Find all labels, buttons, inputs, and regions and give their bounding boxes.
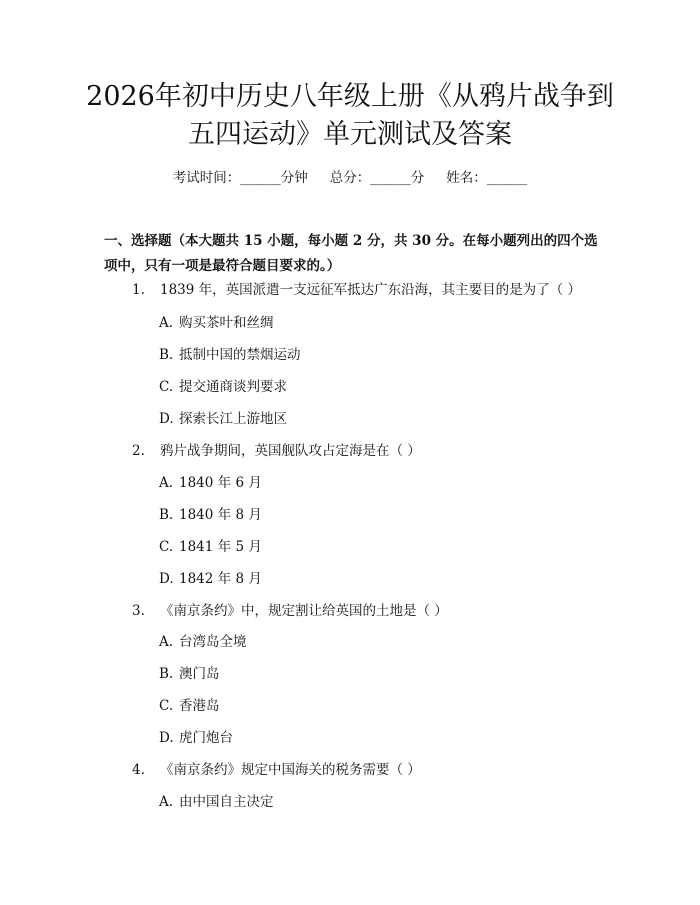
section-heading-line-2: 项中，只有一项是最符合题目要求的。）	[104, 258, 341, 274]
question-2-option-c	[159, 537, 262, 557]
question-2-option-b	[159, 505, 262, 525]
option-text: 1841 年 5 月	[179, 539, 262, 555]
question-number: 3.	[132, 603, 145, 619]
option-letter: D.	[159, 571, 174, 587]
option-text: 香港岛	[179, 698, 220, 714]
question-number: 4.	[132, 762, 145, 778]
exam-meta	[0, 168, 700, 188]
option-text: 澳门岛	[179, 666, 220, 682]
question-text: 《南京条约》中，规定割让给英国的土地是（ ）	[160, 603, 448, 619]
option-text: 提交通商谈判要求	[179, 379, 287, 395]
option-text: 1842 年 8 月	[179, 571, 262, 587]
option-text: 购买茶叶和丝绸	[179, 315, 274, 331]
option-letter: C.	[159, 379, 174, 395]
question-1-option-a	[159, 313, 274, 333]
exam-time-field: 考试时间：______分钟	[172, 170, 308, 186]
option-letter: A.	[159, 794, 174, 810]
option-letter: D.	[159, 411, 174, 427]
question-3-option-c	[159, 696, 220, 716]
option-letter: C.	[159, 539, 174, 555]
question-text: 《南京条约》规定中国海关的税务需要（ ）	[160, 762, 421, 778]
question-3	[132, 601, 612, 621]
question-number: 1.	[132, 282, 145, 298]
question-text: 鸦片战争期间，英国舰队攻占定海是在（ ）	[160, 443, 421, 459]
section-heading-choice	[104, 229, 604, 279]
document-title-line-2: 五四运动》单元测试及答案	[188, 119, 512, 150]
option-text: 1840 年 6 月	[179, 475, 262, 491]
question-1-option-d	[159, 409, 287, 429]
option-letter: A.	[159, 315, 174, 331]
question-4	[132, 760, 612, 780]
option-letter: C.	[159, 698, 174, 714]
question-2	[132, 441, 612, 461]
option-text: 抵制中国的禁烟运动	[179, 347, 301, 363]
total-score-field: 总分：______分	[329, 170, 425, 186]
question-4-option-a	[159, 792, 274, 812]
question-1-option-b	[159, 345, 301, 365]
option-letter: B.	[159, 347, 174, 363]
document-title-line-1: 2026年初中历史八年级上册《从鸦片战争到	[86, 81, 614, 112]
question-number: 2.	[132, 443, 145, 459]
option-letter: B.	[159, 666, 174, 682]
question-1	[132, 280, 612, 300]
question-text: 1839 年，英国派遣一支远征军抵达广东沿海，其主要目的是为了（ ）	[160, 282, 581, 298]
question-3-option-b	[159, 664, 220, 684]
option-letter: D.	[159, 730, 174, 746]
option-text: 台湾岛全境	[179, 634, 247, 650]
option-text: 1840 年 8 月	[179, 507, 262, 523]
question-2-option-d	[159, 569, 262, 589]
option-letter: A.	[159, 634, 174, 650]
option-letter: A.	[159, 475, 174, 491]
option-text: 虎门炮台	[179, 730, 233, 746]
section-heading-line-1: 一、选择题（本大题共 15 小题，每小题 2 分，共 30 分。在每小题列出的四个选	[104, 233, 598, 249]
student-name-field: 姓名：______	[446, 170, 528, 186]
question-2-option-a	[159, 473, 262, 493]
question-3-option-d	[159, 728, 233, 748]
option-text: 探索长江上游地区	[179, 411, 287, 427]
question-1-option-c	[159, 377, 287, 397]
question-3-option-a	[159, 632, 247, 652]
option-text: 由中国自主决定	[179, 794, 274, 810]
option-letter: B.	[159, 507, 174, 523]
